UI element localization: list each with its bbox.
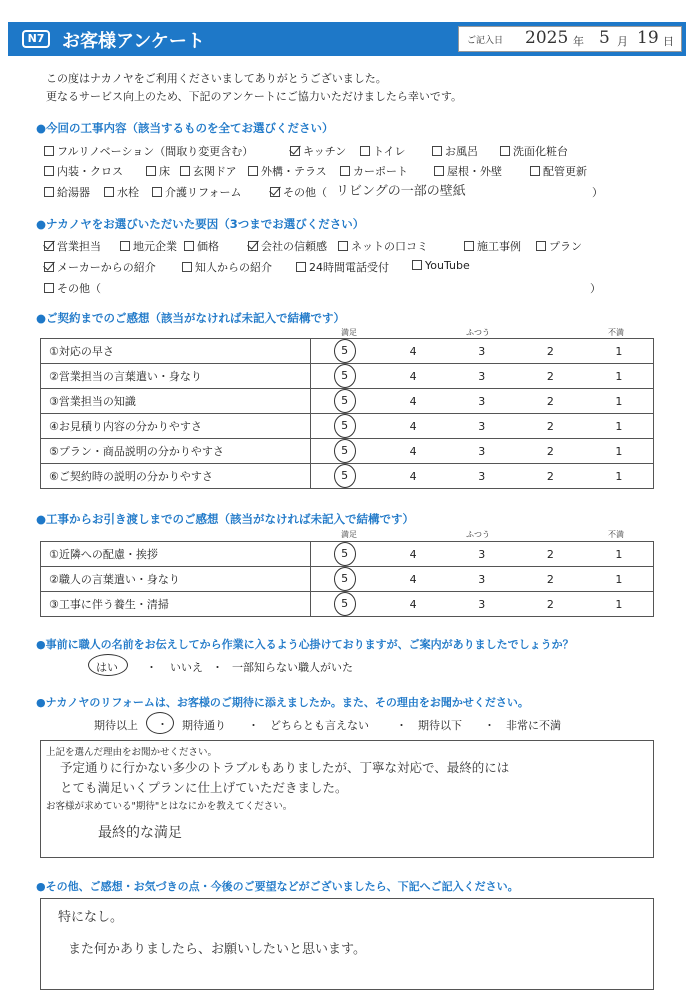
rating-cell[interactable]: [310, 439, 379, 464]
q1-row2-option-label: 外構・テラス: [261, 165, 327, 178]
q2-row1-option-label: 営業担当: [57, 240, 101, 253]
rating-cell[interactable]: [585, 464, 654, 489]
q1-row1-option-label: フルリノベーション（間取り変更含む）: [57, 145, 254, 158]
q2-row1-option-5[interactable]: [464, 238, 521, 254]
q5-sep-1: ・: [146, 661, 157, 674]
rating-value: 4: [409, 369, 417, 383]
checkbox-icon[interactable]: [44, 146, 54, 156]
rating-cell[interactable]: [516, 364, 585, 389]
rating-question: ②営業担当の言葉遣い・身なり: [41, 364, 311, 389]
table-row: [41, 389, 654, 414]
q6-option-very-unsatisfied[interactable]: 非常に不満: [506, 719, 561, 732]
q2-row2-option-1[interactable]: [182, 259, 272, 275]
date-day-unit: 日: [663, 35, 674, 48]
checkbox-icon[interactable]: [182, 262, 192, 272]
rating-cell[interactable]: [379, 439, 448, 464]
q1-other-text: リビングの一部の壁紙: [336, 184, 466, 199]
q6-reason-line-2: とても満足いくプランに仕上げていただきました。: [60, 780, 348, 795]
q2-row1-option-label: 施工事例: [477, 240, 521, 253]
rating-cell[interactable]: [585, 389, 654, 414]
q4-heading: ●工事からお引き渡しまでのご感想（該当がなければ未記入で結構です）: [36, 512, 415, 526]
rating-cell[interactable]: [379, 414, 448, 439]
q1-row3-option-label: 水栓: [117, 186, 139, 199]
q1-row2-option-label: 内装・クロス: [57, 165, 123, 178]
checkbox-icon[interactable]: [44, 166, 54, 176]
table-row: [41, 414, 654, 439]
rating-value: 2: [546, 444, 554, 458]
q1-row1-option-label: お風呂: [445, 145, 478, 158]
q4-scale-left: 満足: [341, 530, 357, 539]
q5-option-yes[interactable]: はい: [96, 661, 118, 674]
checkbox-icon[interactable]: [500, 146, 510, 156]
rating-cell[interactable]: [379, 542, 448, 567]
q5-option-no[interactable]: いいえ: [170, 661, 203, 674]
q4-scale-mid: ふつう: [466, 530, 490, 539]
rating-value: 2: [546, 469, 554, 483]
q6-reason-line-1: 予定通りに行かない多少のトラブルもありましたが、丁寧な対応で、最終的には: [60, 760, 510, 775]
table-row: [41, 364, 654, 389]
rating-value: 4: [409, 419, 417, 433]
rating-cell[interactable]: [447, 414, 516, 439]
intro-line-1: この度はナカノヤをご利用くださいましてありがとうございました。: [46, 72, 387, 85]
q6-option-below[interactable]: 期待以下: [418, 719, 462, 732]
q1-row2-option-label: 床: [159, 165, 170, 178]
rating-cell[interactable]: [585, 414, 654, 439]
q1-row1-option-1[interactable]: [290, 143, 346, 159]
q1-row1-option-2[interactable]: [360, 143, 405, 159]
rating-value: 1: [615, 572, 623, 586]
date-month: 5: [599, 28, 610, 48]
rating-question: ③工事に伴う養生・清掃: [41, 592, 311, 617]
q1-row1-option-4[interactable]: [500, 143, 568, 159]
rating-value: 2: [546, 344, 554, 358]
rating-cell[interactable]: [447, 439, 516, 464]
q6-selected-mark: ・: [157, 718, 168, 731]
rating-cell[interactable]: [516, 542, 585, 567]
checkbox-icon[interactable]: [104, 187, 114, 197]
rating-cell[interactable]: [585, 364, 654, 389]
q1-close-paren: ）: [592, 186, 603, 199]
q1-row2-option-1[interactable]: [146, 163, 170, 179]
checkbox-icon[interactable]: [180, 166, 190, 176]
rating-value: 1: [615, 469, 623, 483]
rating-value: 1: [615, 344, 623, 358]
rating-value: 2: [546, 419, 554, 433]
rating-cell[interactable]: [516, 567, 585, 592]
rating-cell[interactable]: [310, 542, 379, 567]
q2-close-paren: ）: [590, 282, 601, 295]
q1-row3-option-label: 介護リフォーム: [165, 186, 242, 199]
q2-row1-option-4[interactable]: [338, 238, 428, 254]
q1-row1-option-label: キッチン: [303, 145, 347, 158]
checkbox-icon[interactable]: [184, 241, 194, 251]
table-row: [41, 542, 654, 567]
q1-row2-option-6[interactable]: [530, 163, 587, 179]
q1-row2-option-0[interactable]: [44, 163, 123, 179]
rating-cell[interactable]: [516, 414, 585, 439]
rating-value: 3: [478, 572, 486, 586]
rating-value: 2: [546, 369, 554, 383]
rating-cell[interactable]: [447, 389, 516, 414]
rating-value: 3: [478, 444, 486, 458]
rating-selected-value: 5: [334, 439, 356, 463]
table-row: [41, 592, 654, 617]
q1-row3-option-label: 給湯器: [57, 186, 90, 199]
q2-row2-option-label: メーカーからの紹介: [57, 261, 156, 274]
rating-value: 1: [615, 394, 623, 408]
q2-other-label: その他（: [57, 282, 101, 295]
q2-row2-option-0[interactable]: [44, 259, 156, 275]
rating-value: 3: [478, 469, 486, 483]
q2-row1-option-6[interactable]: [536, 238, 582, 254]
rating-cell[interactable]: [516, 439, 585, 464]
rating-value: 2: [546, 597, 554, 611]
rating-question: ③営業担当の知識: [41, 389, 311, 414]
checkbox-icon[interactable]: [44, 283, 54, 293]
rating-cell[interactable]: [379, 389, 448, 414]
q3-scale-mid: ふつう: [466, 328, 490, 337]
rating-value: 4: [409, 344, 417, 358]
q2-row2-option-label: YouTube: [425, 259, 470, 272]
checkbox-icon[interactable]: [44, 241, 54, 251]
checkbox-icon[interactable]: [120, 241, 130, 251]
q1-row2-option-5[interactable]: [434, 163, 502, 179]
rating-question: ①近隣への配慮・挨拶: [41, 542, 311, 567]
q5-heading: ●事前に職人の名前をお伝えしてから作業に入るよう心掛けておりますが、ご案内がありましたでしょうか？: [36, 638, 574, 651]
rating-selected-value: 5: [334, 339, 356, 363]
date-day: 19: [637, 28, 659, 48]
q1-row3-option-label: その他（: [283, 186, 327, 199]
rating-cell[interactable]: [310, 339, 379, 364]
rating-value: 1: [615, 419, 623, 433]
checkbox-icon[interactable]: [152, 187, 162, 197]
date-year-unit: 年: [573, 35, 584, 48]
rating-cell[interactable]: [447, 567, 516, 592]
rating-cell[interactable]: [585, 439, 654, 464]
rating-cell[interactable]: [310, 464, 379, 489]
q2-other-option[interactable]: [44, 280, 101, 296]
q6-expect-answer: 最終的な満足: [98, 825, 182, 841]
rating-value: 1: [615, 369, 623, 383]
rating-question: ②職人の言葉遣い・身なり: [41, 567, 311, 592]
q2-row1-option-label: 会社の信頼感: [261, 240, 327, 253]
checkbox-icon[interactable]: [340, 166, 350, 176]
q3-rating-table: [40, 338, 654, 489]
q1-row2-option-2[interactable]: [180, 163, 237, 179]
q1-row2-option-label: カーポート: [353, 165, 408, 178]
table-row: [41, 439, 654, 464]
q6-heading: ●ナカノヤのリフォームは、お客様のご期待に添えましたか。また、その理由をお聞かせください。: [36, 696, 529, 709]
q2-row1-option-label: 価格: [197, 240, 219, 253]
checkbox-icon[interactable]: [44, 187, 54, 197]
q7-line-1: 特になし。: [58, 910, 124, 925]
q4-rating-table: [40, 541, 654, 617]
q2-row1-option-1[interactable]: [120, 238, 177, 254]
q6-sep-3: ・: [484, 719, 495, 732]
q2-row1-option-3[interactable]: [248, 238, 327, 254]
q1-row1-option-label: 洗面化粧台: [513, 145, 568, 158]
rating-value: 3: [478, 344, 486, 358]
q2-row2-option-label: 24時間電話受付: [309, 261, 389, 274]
date-field[interactable]: [458, 26, 682, 52]
q1-heading: ●今回の工事内容（該当するものを全てお選びください）: [36, 121, 334, 135]
checkbox-icon[interactable]: [464, 241, 474, 251]
rating-question: ④お見積り内容の分かりやすさ: [41, 414, 311, 439]
q5-sep-2: ・: [212, 661, 223, 674]
rating-value: 1: [615, 547, 623, 561]
rating-selected-value: 5: [334, 389, 356, 413]
rating-value: 3: [478, 394, 486, 408]
rating-value: 3: [478, 547, 486, 561]
rating-cell[interactable]: [516, 389, 585, 414]
checkbox-icon[interactable]: [530, 166, 540, 176]
rating-cell[interactable]: [516, 339, 585, 364]
q6-option-above[interactable]: 期待以上: [94, 719, 138, 732]
checkbox-icon[interactable]: [146, 166, 156, 176]
q1-row2-option-label: 配管更新: [543, 165, 587, 178]
q2-row1-option-label: プラン: [549, 240, 582, 253]
q2-heading: ●ナカノヤをお選びいただいた要因（3つまでお選びください）: [36, 217, 365, 231]
rating-value: 1: [615, 597, 623, 611]
q1-row3-option-2[interactable]: [152, 184, 241, 200]
checkbox-icon[interactable]: [248, 241, 258, 251]
checkbox-icon[interactable]: [412, 260, 422, 270]
q2-row2-option-label: 知人からの紹介: [195, 261, 272, 274]
rating-cell[interactable]: [379, 339, 448, 364]
q6-option-neutral[interactable]: どちらとも言えない: [270, 719, 369, 732]
rating-cell[interactable]: [310, 414, 379, 439]
rating-selected-value: 5: [334, 567, 356, 591]
rating-cell[interactable]: [310, 389, 379, 414]
q2-row2-option-3[interactable]: [412, 259, 470, 272]
rating-value: 4: [409, 547, 417, 561]
q2-row1-option-2[interactable]: [184, 238, 219, 254]
q3-heading: ●ご契約までのご感想（該当がなければ未記入で結構です）: [36, 311, 346, 325]
q7-line-2: また何かありましたら、お願いしたいと思います。: [68, 942, 366, 957]
rating-cell[interactable]: [379, 567, 448, 592]
rating-cell[interactable]: [310, 364, 379, 389]
rating-selected-value: 5: [334, 464, 356, 488]
company-logo: N7: [22, 30, 50, 48]
rating-cell[interactable]: [379, 592, 448, 617]
q7-heading: ●その他、ご感想・お気づきの点・今後のご要望などがございましたら、下記へご記入ください。: [36, 880, 519, 893]
rating-question: ①対応の早さ: [41, 339, 311, 364]
rating-value: 4: [409, 394, 417, 408]
checkbox-icon[interactable]: [432, 146, 442, 156]
q1-row1-option-3[interactable]: [432, 143, 478, 159]
q2-row1-option-label: ネットの口コミ: [351, 240, 428, 253]
q1-row3-option-1[interactable]: [104, 184, 139, 200]
checkbox-icon[interactable]: [536, 241, 546, 251]
rating-value: 3: [478, 369, 486, 383]
q1-row3-option-3[interactable]: [270, 184, 327, 200]
rating-value: 4: [409, 597, 417, 611]
rating-cell[interactable]: [516, 464, 585, 489]
q2-row2-option-2[interactable]: [296, 259, 389, 275]
rating-cell[interactable]: [447, 339, 516, 364]
q1-row2-option-label: 玄関ドア: [193, 165, 237, 178]
rating-cell[interactable]: [447, 464, 516, 489]
q6-sep-1: ・: [248, 719, 259, 732]
q2-row1-option-0[interactable]: [44, 238, 101, 254]
table-row: [41, 339, 654, 364]
rating-value: 3: [478, 597, 486, 611]
date-label: ご記入日: [467, 36, 504, 46]
q5-option-partial[interactable]: 一部知らない職人がいた: [232, 661, 353, 674]
q4-scale-right: 不満: [608, 530, 624, 539]
rating-cell[interactable]: [379, 464, 448, 489]
rating-cell[interactable]: [310, 592, 379, 617]
q3-scale-left: 満足: [341, 328, 357, 337]
rating-cell[interactable]: [447, 542, 516, 567]
checkbox-icon[interactable]: [296, 262, 306, 272]
rating-value: 3: [478, 419, 486, 433]
q6-option-as-expected[interactable]: 期待通り: [182, 719, 226, 732]
rating-value: 2: [546, 572, 554, 586]
rating-question: ⑤プラン・商品説明の分かりやすさ: [41, 439, 311, 464]
rating-value: 1: [615, 444, 623, 458]
checkbox-icon[interactable]: [248, 166, 258, 176]
rating-value: 4: [409, 444, 417, 458]
rating-selected-value: 5: [334, 542, 356, 566]
rating-value: 2: [546, 547, 554, 561]
checkbox-icon[interactable]: [434, 166, 444, 176]
q1-row3-option-0[interactable]: [44, 184, 90, 200]
table-row: [41, 464, 654, 489]
q1-row1-option-0[interactable]: [44, 143, 253, 159]
checkbox-icon[interactable]: [270, 187, 280, 197]
q3-scale-right: 不満: [608, 328, 624, 337]
rating-value: 2: [546, 394, 554, 408]
q1-row1-option-label: トイレ: [373, 145, 406, 158]
table-row: [41, 567, 654, 592]
rating-selected-value: 5: [334, 414, 356, 438]
q1-row2-option-3[interactable]: [248, 163, 327, 179]
checkbox-icon[interactable]: [290, 146, 300, 156]
rating-value: 4: [409, 572, 417, 586]
q2-row1-option-label: 地元企業: [133, 240, 177, 253]
date-month-unit: 月: [617, 35, 628, 48]
rating-selected-value: 5: [334, 364, 356, 388]
rating-cell[interactable]: [379, 364, 448, 389]
rating-cell[interactable]: [585, 339, 654, 364]
q6-reason-label: 上記を選んだ理由をお聞かせください。: [46, 747, 218, 758]
checkbox-icon[interactable]: [360, 146, 370, 156]
rating-cell[interactable]: [585, 542, 654, 567]
rating-cell[interactable]: [516, 592, 585, 617]
intro-line-2: 更なるサービス向上のため、下記のアンケートにご協力いただけましたら幸いです。: [46, 90, 463, 103]
checkbox-icon[interactable]: [338, 241, 348, 251]
checkbox-icon[interactable]: [44, 262, 54, 272]
q1-row2-option-4[interactable]: [340, 163, 408, 179]
rating-cell[interactable]: [310, 567, 379, 592]
q6-expect-label: お客様が求めている"期待"とはなにかを教えてください。: [46, 801, 293, 812]
rating-value: 4: [409, 469, 417, 483]
q1-row2-option-label: 屋根・外壁: [447, 165, 502, 178]
page-title: お客様アンケート: [62, 31, 205, 52]
date-year: 2025: [525, 28, 569, 48]
rating-question: ⑥ご契約時の説明の分かりやすさ: [41, 464, 311, 489]
rating-cell[interactable]: [447, 592, 516, 617]
rating-cell[interactable]: [585, 592, 654, 617]
rating-cell[interactable]: [447, 364, 516, 389]
q6-sep-2: ・: [396, 719, 407, 732]
rating-cell[interactable]: [585, 567, 654, 592]
rating-selected-value: 5: [334, 592, 356, 616]
